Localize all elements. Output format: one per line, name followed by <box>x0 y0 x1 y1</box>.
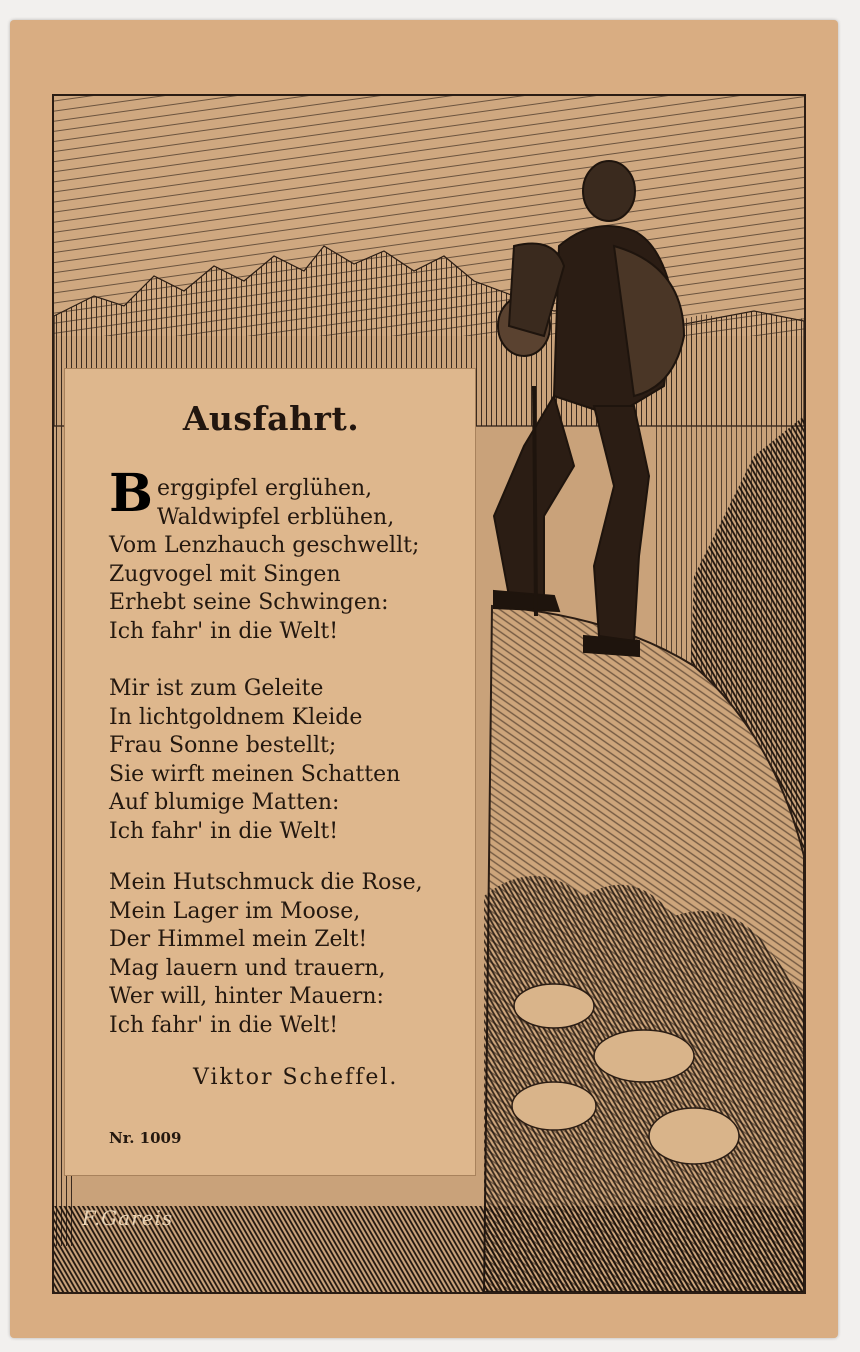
stanza-1 <box>109 463 420 646</box>
poem-panel <box>64 368 476 1176</box>
stanza-2 <box>109 675 400 846</box>
poem-line: Erhebt seine Schwingen: <box>109 590 389 615</box>
stanza-3 <box>109 869 423 1040</box>
poem-line: Ich fahr' in die Welt! <box>109 1012 339 1038</box>
artist-signature: F.Gareis <box>82 1206 174 1230</box>
poem-line: Frau Sonne bestellt; <box>109 733 337 758</box>
poem-line: Ich fahr' in die Welt! <box>109 818 339 844</box>
poem-title: Ausfahrt. <box>182 399 360 438</box>
poem-line: Waldwipfel erblühen, <box>156 504 395 530</box>
poem-line: Mag lauern und trauern, <box>109 955 386 981</box>
poem-line: Ich fahr' in die Welt! <box>109 618 339 644</box>
poem-line: Wer will, hinter Mauern: <box>109 984 384 1009</box>
drop-cap: B <box>109 463 153 524</box>
poem-line: Mein Lager im Moose, <box>109 898 361 924</box>
poem-line: Sie wirft meinen Schatten <box>109 761 401 787</box>
poem-line: Zugvogel mit Singen <box>109 561 341 587</box>
card-number: Nr. 1009 <box>109 1129 182 1147</box>
poem-line: erggipfel erglühen, <box>156 476 373 501</box>
poem-line: Mir ist zum Geleite <box>109 676 324 701</box>
poem-line: In lichtgoldnem Kleide <box>109 704 363 730</box>
poem-line: Vom Lenzhauch geschwellt; <box>109 533 420 558</box>
poem-author: Viktor Scheffel. <box>193 1065 399 1090</box>
poem-line: Auf blumige Matten: <box>109 790 340 815</box>
poem-line: Mein Hutschmuck die Rose, <box>109 870 423 895</box>
poem-line: Der Himmel mein Zelt! <box>109 927 368 952</box>
